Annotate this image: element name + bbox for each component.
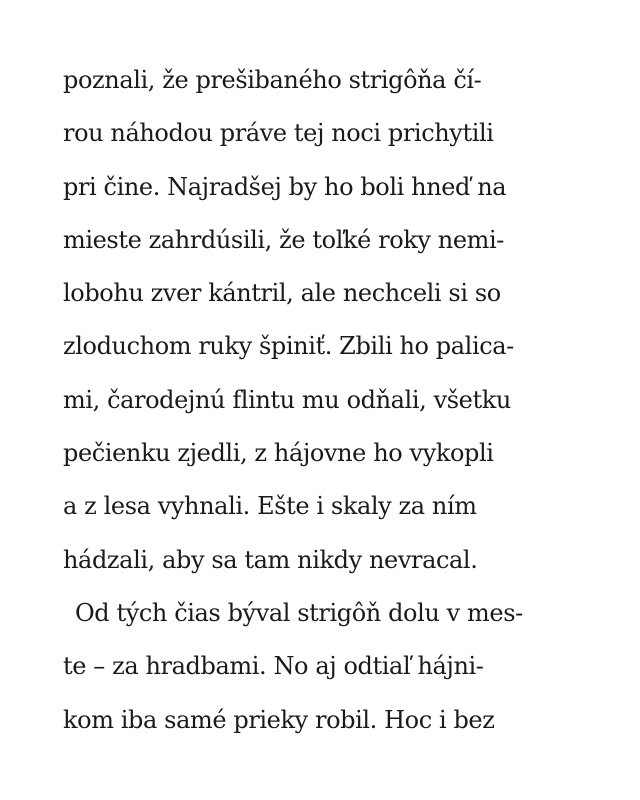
text-line: mi, čarodejnú flintu mu odňali, všetku bbox=[63, 385, 511, 414]
paragraph-start-line: Od tých čias býval strigôň dolu v mes- bbox=[75, 598, 523, 627]
text-line: lobohu zver kántril, ale nechceli si so bbox=[63, 279, 501, 308]
text-line: pri čine. Najradšej by ho boli hneď na bbox=[63, 172, 507, 201]
text-line: poznali, že prešibaného strigôňa čí- bbox=[63, 66, 482, 94]
text-line: a z lesa vyhnali. Ešte i skaly za ním bbox=[63, 492, 477, 521]
body-text bbox=[63, 54, 623, 747]
text-line: zloduchom ruky špiniť. Zbili ho palica- bbox=[63, 332, 514, 361]
text-line: hádzali, aby sa tam nikdy nevracal. bbox=[63, 545, 478, 574]
text-line: kom iba samé prieky robil. Hoc i bez bbox=[63, 705, 495, 734]
text-line: rou náhodou práve tej noci prichytili bbox=[63, 119, 494, 148]
text-line: pečienku zjedli, z hájovne ho vykopli bbox=[63, 439, 494, 468]
text-line: te – za hradbami. No aj odtiaľ hájni- bbox=[63, 652, 484, 681]
text-line: mieste zahrdúsili, že toľké roky nemi- bbox=[63, 225, 505, 254]
